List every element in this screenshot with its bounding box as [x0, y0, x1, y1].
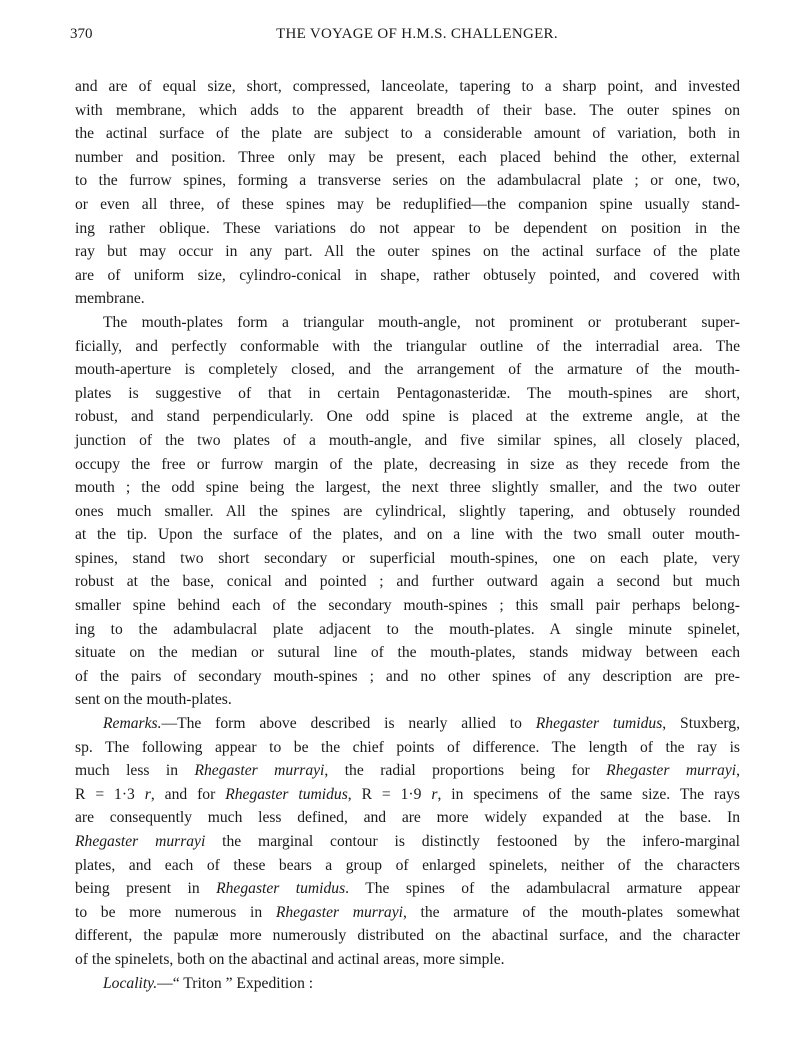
text-line: [75, 665, 740, 689]
page-number: 370: [70, 26, 93, 42]
text-segment: plates is suggestive of that in certain Pentagonasteridæ. The mouth-spines are short,: [75, 384, 740, 402]
text-line: [75, 854, 740, 878]
text-line: [75, 429, 740, 453]
text-segment: occupy the free or furrow margin of the plate, decreasing in size as they recede from the: [75, 455, 740, 473]
italic-text: Rhegaster murrayi: [606, 762, 737, 780]
text-segment: of the pairs of secondary mouth-spines ; and no other spines of any description are pre-: [75, 667, 740, 685]
text-line: [75, 877, 740, 901]
text-line: [75, 570, 740, 594]
text-segment: mouth ; the odd spine being the largest, the next three slightly smaller, and the two outer: [75, 479, 740, 497]
text-segment: ing rather oblique. These variations do not appear to be dependent on position in the: [75, 219, 740, 237]
italic-text: Rhegaster murrayi: [194, 762, 325, 780]
italic-text: Rhegaster murrayi: [75, 833, 206, 850]
text-line: [75, 594, 740, 618]
text-line: [75, 382, 740, 406]
text-line: [75, 146, 740, 170]
text-line: [75, 759, 740, 783]
text-line: [75, 901, 740, 925]
text-line: [75, 523, 740, 547]
text-segment: to be more numerous in: [75, 903, 276, 921]
text-line: [75, 453, 740, 477]
text-segment: with membrane, which adds to the apparent breadth of their base. The outer spines on: [75, 101, 740, 119]
page-body: [75, 75, 740, 995]
text-line: [75, 948, 740, 972]
text-segment: ones much smaller. All the spines are cylindrical, slightly tapering, and obtusely rounded: [75, 502, 740, 520]
text-segment: . The spines of the adambulacral armature appear: [345, 880, 741, 898]
text-segment: much less in: [75, 762, 195, 780]
text-segment: number and position. Three only may be present, each placed behind the other, external: [75, 148, 740, 166]
paragraph-mouth-plates: [75, 311, 740, 712]
text-segment: spines, stand two short secondary or superficial mouth-spines, one on each plate, very: [75, 549, 740, 567]
text-segment: —The form above described is nearly allied to: [161, 715, 536, 733]
text-line: [75, 240, 740, 264]
text-segment: robust at the base, conical and pointed ; and further outward again a second but much: [75, 573, 740, 591]
text-line: [75, 830, 740, 854]
text-line: [75, 736, 740, 760]
text-line: [75, 500, 740, 524]
italic-text: r: [144, 785, 151, 803]
text-segment: sp. The following appear to be the chief points of difference. The length of the ray is: [75, 738, 740, 756]
text-segment: , Stuxberg,: [662, 715, 740, 733]
text-segment: the actinal surface of the plate are subject to a considerable amount of variation, both in: [75, 125, 740, 143]
text-line: [75, 122, 740, 146]
text-line: [75, 547, 740, 571]
text-line: [75, 641, 740, 665]
text-line: [75, 99, 740, 123]
text-segment: sent on the mouth-plates.: [75, 691, 232, 709]
italic-text: Locality.: [103, 974, 158, 992]
text-segment: to the furrow spines, forming a transverse series on the adambulacral plate ; or one, two,: [75, 172, 740, 190]
text-segment: ,: [736, 762, 740, 780]
text-segment: at the tip. Upon the surface of the plates, and on a line with the two small outer mouth-: [75, 526, 740, 544]
text-line: [75, 972, 740, 996]
text-segment: , the radial proportions being for: [324, 762, 607, 780]
text-line: [75, 311, 740, 335]
text-line: [75, 287, 740, 311]
text-segment: smaller spine behind each of the secondary mouth-spines ; this small pair perhaps belong-: [75, 597, 740, 615]
text-segment: junction of the two plates of a mouth-angle, and five similar spines, all closely placed,: [75, 431, 740, 449]
running-header: [70, 26, 740, 50]
paragraph-outer-spines: [75, 75, 740, 311]
text-segment: and are of equal size, short, compressed, lanceolate, tapering to a sharp point, and invested: [75, 78, 740, 95]
paragraph-locality: [75, 972, 740, 996]
italic-text: Rhegaster tumidus: [535, 715, 663, 733]
text-line: [75, 75, 740, 99]
italic-text: Rhegaster tumidus: [225, 785, 348, 803]
text-line: [75, 217, 740, 241]
text-segment: ficially, and perfectly conformable with the triangular outline of the interradial area. The: [75, 337, 740, 355]
text-line: [75, 476, 740, 500]
running-title: THE VOYAGE OF H.M.S. CHALLENGER.: [276, 26, 558, 42]
text-segment: R = 1·3: [75, 785, 145, 803]
text-segment: situate on the median or sutural line of the mouth-plates, stands midway between each: [75, 644, 740, 662]
text-segment: The mouth-plates form a triangular mouth-angle, not prominent or protuberant super-: [103, 313, 740, 331]
text-segment: different, the papulæ more numerously distributed on the abactinal surface, and the character: [75, 927, 740, 945]
text-line: [75, 618, 740, 642]
text-segment: being present in: [75, 880, 217, 898]
paragraph-remarks: [75, 712, 740, 972]
italic-text: Rhegaster tumidus: [216, 880, 346, 898]
text-line: [75, 783, 740, 807]
text-line: [75, 924, 740, 948]
text-segment: mouth-aperture is completely closed, and the arrangement of the armature of the mouth-: [75, 361, 740, 379]
text-line: [75, 193, 740, 217]
text-segment: ing to the adambulacral plate adjacent to the mouth-plates. A single minute spinelet,: [75, 620, 740, 638]
text-line: [75, 335, 740, 359]
text-segment: , and for: [150, 785, 226, 803]
text-segment: are of uniform size, cylindro-conical in shape, rather obtusely pointed, and covered with: [75, 266, 740, 284]
text-segment: are consequently much less defined, and are more widely expanded at the base. In: [75, 809, 740, 827]
text-segment: robust, and stand perpendicularly. One odd spine is placed at the extreme angle, at the: [75, 408, 740, 426]
text-line: [75, 264, 740, 288]
text-segment: —“ Triton ” Expedition :: [157, 974, 314, 992]
text-line: [75, 806, 740, 830]
text-line: [75, 405, 740, 429]
text-line: [75, 358, 740, 382]
text-segment: , R = 1·9: [347, 785, 432, 803]
text-segment: , in specimens of the same size. The rays: [437, 785, 740, 803]
text-segment: membrane.: [75, 290, 145, 308]
text-line: [75, 688, 740, 712]
text-segment: the marginal contour is distinctly festooned by the infero-marginal: [205, 833, 740, 850]
italic-text: Rhegaster murrayi: [275, 903, 403, 921]
text-segment: of the spinelets, both on the abactinal and actinal areas, more simple.: [75, 950, 505, 968]
italic-text: r: [431, 785, 438, 803]
italic-text: Remarks.: [103, 715, 162, 733]
text-segment: , the armature of the mouth-plates somewhat: [402, 903, 741, 921]
text-segment: plates, and each of these bears a group of enlarged spinelets, neither of the characters: [75, 856, 740, 874]
text-line: [75, 712, 740, 736]
text-segment: or even all three, of these spines may be reduplified—the companion spine usually stand-: [75, 195, 740, 213]
text-segment: ray but may occur in any part. All the outer spines on the actinal surface of the plate: [75, 243, 740, 261]
text-line: [75, 169, 740, 193]
